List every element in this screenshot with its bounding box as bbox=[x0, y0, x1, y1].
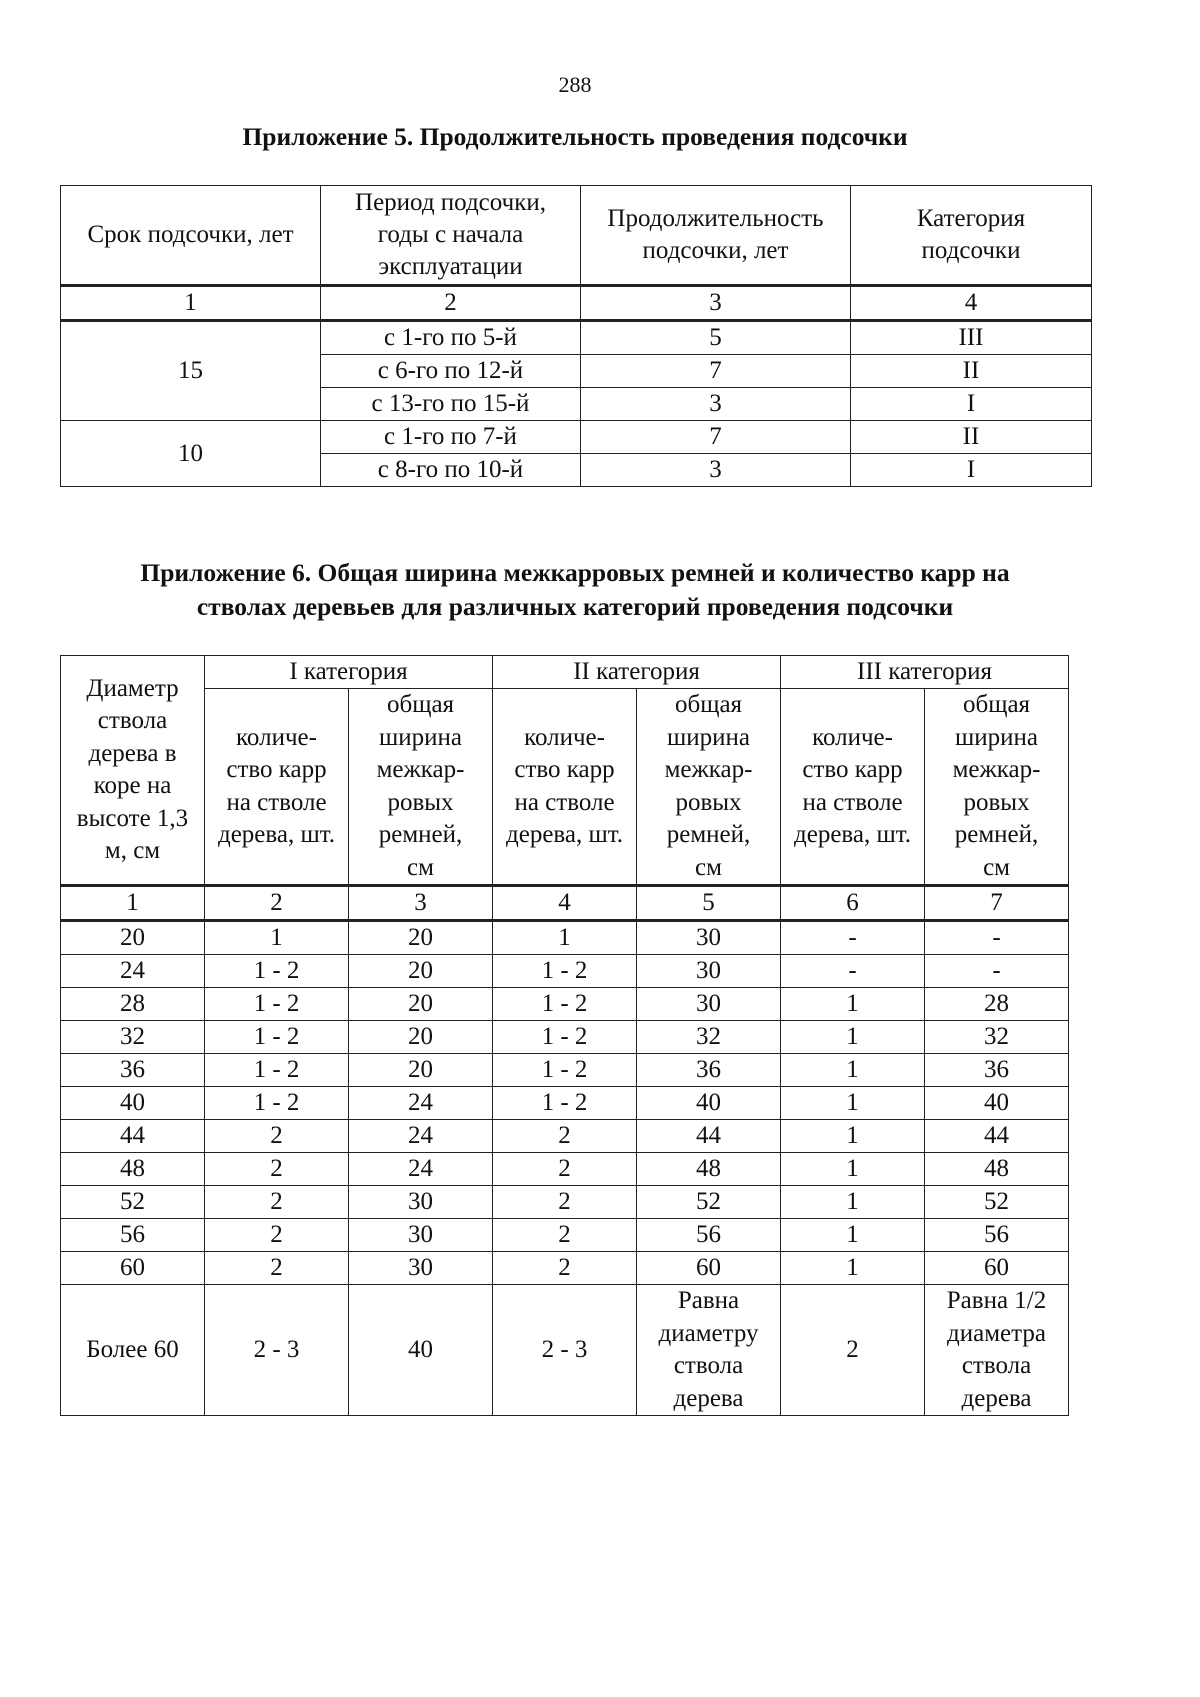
diameter-cell: 48 bbox=[61, 1153, 205, 1186]
count-cell: 2 bbox=[493, 1219, 637, 1252]
count-header: количе-ство карр на стволе дерева, шт. bbox=[205, 689, 349, 886]
width-cell: 20 bbox=[349, 1021, 493, 1054]
count-cell: 2 bbox=[205, 1186, 349, 1219]
column-number-row bbox=[61, 886, 1069, 921]
diameter-cell: 32 bbox=[61, 1021, 205, 1054]
count-cell: 1 - 2 bbox=[493, 988, 637, 1021]
diameter-cell: 28 bbox=[61, 988, 205, 1021]
count-cell: 1 bbox=[493, 921, 637, 955]
count-cell: 2 bbox=[205, 1219, 349, 1252]
appendix6-title-line1: Приложение 6. Общая ширина межкарровых ремней и количество карр на bbox=[140, 558, 1010, 587]
duration-cell: 3 bbox=[581, 388, 851, 421]
duration-cell: 3 bbox=[581, 454, 851, 487]
diameter-cell: 60 bbox=[61, 1252, 205, 1285]
width-cell: 44 bbox=[637, 1120, 781, 1153]
column-number-row bbox=[61, 286, 1092, 321]
table-row bbox=[61, 1285, 1069, 1416]
diameter-cell: 20 bbox=[61, 921, 205, 955]
width-cell: 56 bbox=[637, 1219, 781, 1252]
appendix6-title bbox=[0, 556, 1150, 624]
table-row bbox=[61, 1087, 1069, 1120]
width-cell: 52 bbox=[637, 1186, 781, 1219]
duration-cell: 7 bbox=[581, 421, 851, 454]
column-number: 1 bbox=[61, 286, 321, 321]
appendix5-title: Приложение 5. Продолжительность проведения подсочки bbox=[242, 122, 908, 151]
width-cell: 28 bbox=[925, 988, 1069, 1021]
header-row bbox=[61, 186, 1092, 286]
table-row bbox=[61, 421, 1092, 454]
count-header: количе-ство карр на стволе дерева, шт. bbox=[493, 689, 637, 886]
count-cell: 1 - 2 bbox=[205, 1087, 349, 1120]
count-cell: 1 - 2 bbox=[493, 1054, 637, 1087]
column-number: 2 bbox=[205, 886, 349, 921]
count-cell: 2 bbox=[493, 1120, 637, 1153]
table-row bbox=[61, 1120, 1069, 1153]
count-cell: 1 bbox=[781, 1252, 925, 1285]
period-cell: с 13-го по 15-й bbox=[321, 388, 581, 421]
width-cell: 24 bbox=[349, 1120, 493, 1153]
count-cell: - bbox=[781, 955, 925, 988]
width-cell: 30 bbox=[637, 988, 781, 1021]
width-cell: 30 bbox=[637, 921, 781, 955]
column-number: 6 bbox=[781, 886, 925, 921]
period-cell: с 8-го по 10-й bbox=[321, 454, 581, 487]
count-cell: 1 bbox=[781, 1153, 925, 1186]
category-header: II категория bbox=[493, 656, 781, 689]
count-cell: 1 bbox=[781, 1087, 925, 1120]
category-cell: II bbox=[851, 421, 1092, 454]
column-number: 4 bbox=[493, 886, 637, 921]
width-cell: Равна 1/2 диаметра ствола дерева bbox=[925, 1285, 1069, 1416]
column-number: 3 bbox=[581, 286, 851, 321]
category-header: I категория bbox=[205, 656, 493, 689]
table-row bbox=[61, 1153, 1069, 1186]
width-cell: 32 bbox=[637, 1021, 781, 1054]
count-cell: 2 bbox=[493, 1252, 637, 1285]
table-row bbox=[61, 1252, 1069, 1285]
count-cell: 1 bbox=[781, 1120, 925, 1153]
term-cell: 10 bbox=[61, 421, 321, 487]
width-cell: 30 bbox=[637, 955, 781, 988]
count-cell: 2 bbox=[493, 1153, 637, 1186]
diameter-cell: 52 bbox=[61, 1186, 205, 1219]
table-row bbox=[61, 1021, 1069, 1054]
term-cell: 15 bbox=[61, 321, 321, 421]
category-cell: I bbox=[851, 388, 1092, 421]
diameter-header: Диаметр ствола дерева в коре на высоте 1,3 м, см bbox=[61, 656, 205, 886]
count-cell: 2 - 3 bbox=[205, 1285, 349, 1416]
width-cell: - bbox=[925, 921, 1069, 955]
header-cell: Период подсочки, годы с начала эксплуатации bbox=[321, 186, 581, 286]
diameter-cell: 56 bbox=[61, 1219, 205, 1252]
count-cell: 2 bbox=[781, 1285, 925, 1416]
header-cell: Категория подсочки bbox=[851, 186, 1092, 286]
width-cell: 30 bbox=[349, 1252, 493, 1285]
diameter-cell: Более 60 bbox=[61, 1285, 205, 1416]
width-cell: 40 bbox=[349, 1285, 493, 1416]
column-number: 4 bbox=[851, 286, 1092, 321]
table-row bbox=[61, 321, 1092, 355]
table-row bbox=[61, 1054, 1069, 1087]
duration-cell: 7 bbox=[581, 355, 851, 388]
width-cell: 24 bbox=[349, 1153, 493, 1186]
count-cell: 1 - 2 bbox=[493, 1087, 637, 1120]
diameter-cell: 44 bbox=[61, 1120, 205, 1153]
table-row bbox=[61, 1186, 1069, 1219]
column-number: 2 bbox=[321, 286, 581, 321]
width-cell: 60 bbox=[637, 1252, 781, 1285]
width-cell: 30 bbox=[349, 1219, 493, 1252]
appendix6-table bbox=[60, 655, 1069, 1416]
width-header: общая ширина межкар-ровых ремней, см bbox=[925, 689, 1069, 886]
count-cell: 1 - 2 bbox=[205, 1021, 349, 1054]
table-row bbox=[61, 1219, 1069, 1252]
width-header: общая ширина межкар-ровых ремней, см bbox=[349, 689, 493, 886]
width-cell: 44 bbox=[925, 1120, 1069, 1153]
width-cell: 30 bbox=[349, 1186, 493, 1219]
width-cell: 48 bbox=[637, 1153, 781, 1186]
duration-cell: 5 bbox=[581, 321, 851, 355]
diameter-cell: 36 bbox=[61, 1054, 205, 1087]
appendix6-title-line2: стволах деревьев для различных категорий проведения подсочки bbox=[196, 592, 954, 621]
period-cell: с 1-го по 7-й bbox=[321, 421, 581, 454]
width-cell: 20 bbox=[349, 921, 493, 955]
count-cell: 1 - 2 bbox=[205, 1054, 349, 1087]
width-cell: 20 bbox=[349, 1054, 493, 1087]
count-cell: 2 - 3 bbox=[493, 1285, 637, 1416]
count-cell: 1 bbox=[781, 1219, 925, 1252]
category-cell: I bbox=[851, 454, 1092, 487]
period-cell: с 6-го по 12-й bbox=[321, 355, 581, 388]
table-row bbox=[61, 921, 1069, 955]
count-cell: 1 - 2 bbox=[493, 955, 637, 988]
appendix5-table bbox=[60, 185, 1092, 487]
count-cell: 2 bbox=[493, 1186, 637, 1219]
count-header: количе-ство карр на стволе дерева, шт. bbox=[781, 689, 925, 886]
width-cell: 20 bbox=[349, 988, 493, 1021]
count-cell: 1 bbox=[781, 1021, 925, 1054]
header-cell: Срок подсочки, лет bbox=[61, 186, 321, 286]
diameter-cell: 40 bbox=[61, 1087, 205, 1120]
count-cell: 1 - 2 bbox=[205, 988, 349, 1021]
column-number: 7 bbox=[925, 886, 1069, 921]
width-cell: 40 bbox=[637, 1087, 781, 1120]
count-cell: 1 bbox=[781, 1186, 925, 1219]
count-cell: 1 bbox=[781, 1054, 925, 1087]
page-number: 288 bbox=[558, 72, 592, 97]
width-cell: 36 bbox=[925, 1054, 1069, 1087]
period-cell: с 1-го по 5-й bbox=[321, 321, 581, 355]
count-cell: - bbox=[781, 921, 925, 955]
count-cell: 2 bbox=[205, 1120, 349, 1153]
subheader-row bbox=[61, 689, 1069, 886]
category-header-row bbox=[61, 656, 1069, 689]
count-cell: 2 bbox=[205, 1252, 349, 1285]
width-cell: 48 bbox=[925, 1153, 1069, 1186]
category-cell: II bbox=[851, 355, 1092, 388]
width-cell: Равна диаметру ствола дерева bbox=[637, 1285, 781, 1416]
count-cell: 1 bbox=[205, 921, 349, 955]
count-cell: 2 bbox=[205, 1153, 349, 1186]
appendix6-body bbox=[61, 921, 1069, 1416]
width-cell: 52 bbox=[925, 1186, 1069, 1219]
count-cell: 1 - 2 bbox=[493, 1021, 637, 1054]
diameter-cell: 24 bbox=[61, 955, 205, 988]
count-cell: 1 bbox=[781, 988, 925, 1021]
column-number: 1 bbox=[61, 886, 205, 921]
width-cell: 60 bbox=[925, 1252, 1069, 1285]
width-cell: - bbox=[925, 955, 1069, 988]
width-cell: 36 bbox=[637, 1054, 781, 1087]
category-cell: III bbox=[851, 321, 1092, 355]
width-cell: 40 bbox=[925, 1087, 1069, 1120]
width-header: общая ширина межкар-ровых ремней, см bbox=[637, 689, 781, 886]
table-row bbox=[61, 988, 1069, 1021]
width-cell: 20 bbox=[349, 955, 493, 988]
header-cell: Продолжительность подсочки, лет bbox=[581, 186, 851, 286]
column-number: 3 bbox=[349, 886, 493, 921]
width-cell: 56 bbox=[925, 1219, 1069, 1252]
count-cell: 1 - 2 bbox=[205, 955, 349, 988]
column-number: 5 bbox=[637, 886, 781, 921]
table-row bbox=[61, 955, 1069, 988]
width-cell: 24 bbox=[349, 1087, 493, 1120]
category-header: III категория bbox=[781, 656, 1069, 689]
width-cell: 32 bbox=[925, 1021, 1069, 1054]
